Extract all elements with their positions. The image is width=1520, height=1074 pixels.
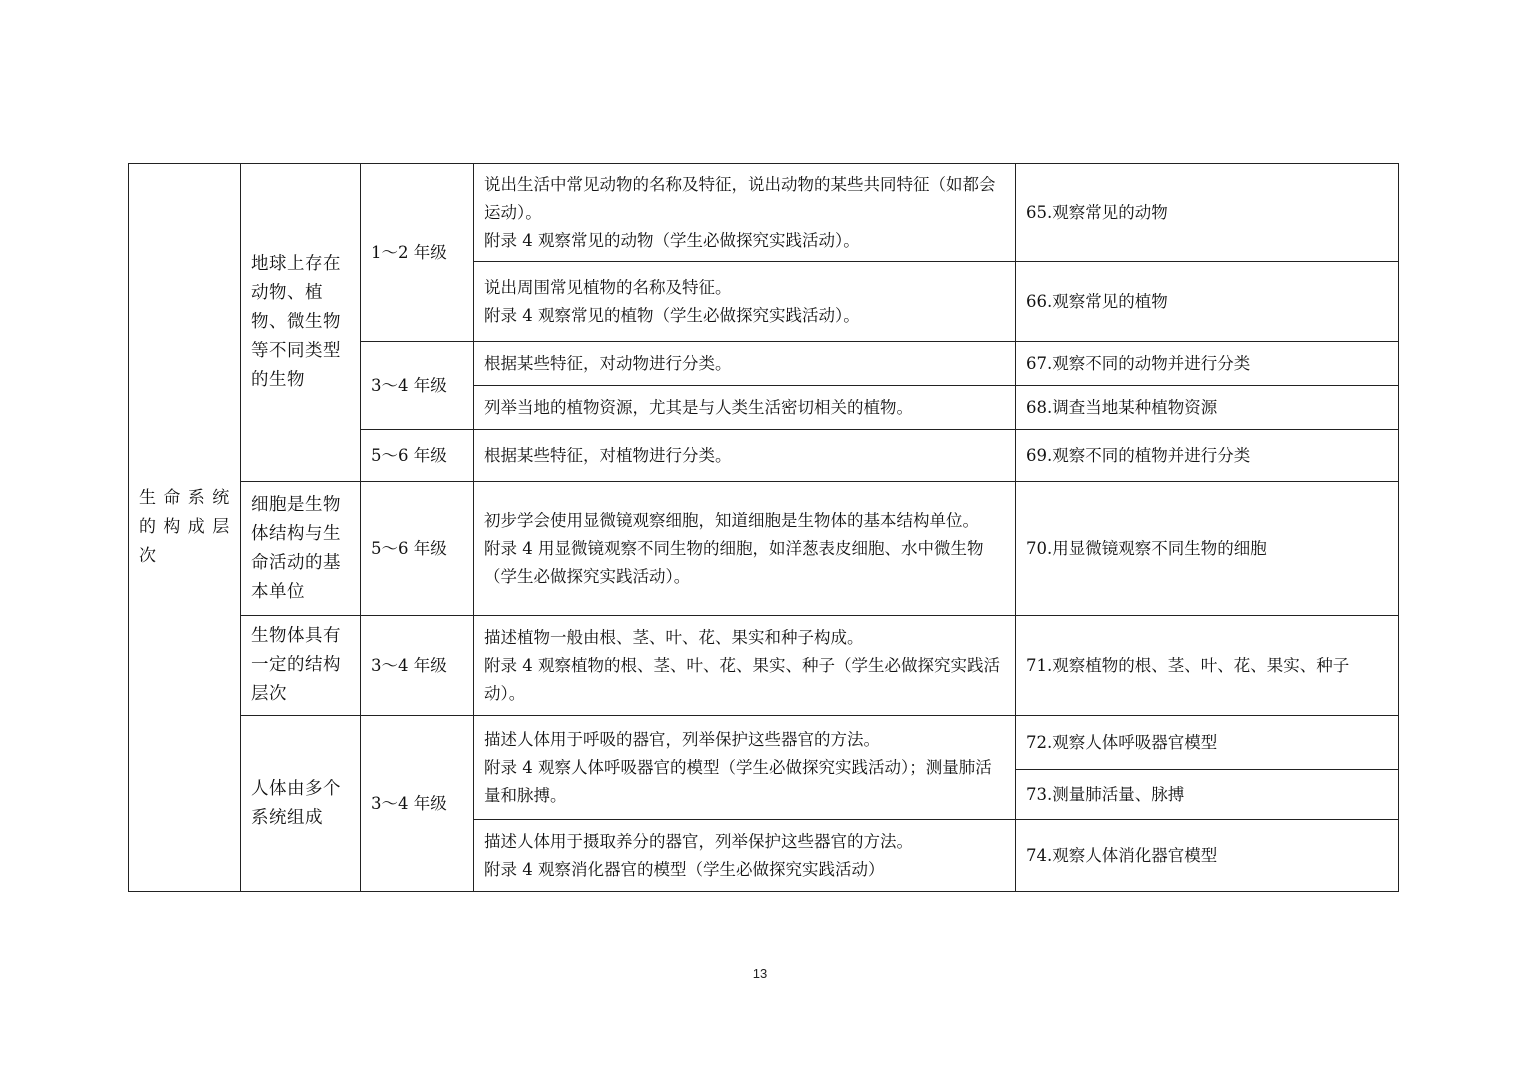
activity-cell: 73.测量肺活量、脉搏	[1016, 770, 1399, 820]
grade-cell: 1～2 年级	[361, 164, 474, 342]
description-line: 描述人体用于摄取养分的器官，列举保护这些器官的方法。	[484, 831, 913, 851]
description-cell	[474, 482, 1016, 616]
description-cell	[474, 716, 1016, 820]
topic-label: 生物体具有一定的结构层次	[251, 626, 341, 704]
activity-cell: 71.观察植物的根、茎、叶、花、果实、种子	[1016, 616, 1399, 716]
activity-cell: 66.观察常见的植物	[1016, 262, 1399, 342]
topic-organisms	[241, 164, 361, 482]
topic-cell	[241, 716, 361, 892]
description-line: 附录 4 观察植物的根、茎、叶、花、果实、种子（学生必做探究实践活动）。	[484, 655, 1000, 703]
section-title-cell	[129, 164, 241, 892]
description-line: 附录 4 用显微镜观察不同生物的细胞，如洋葱表皮细胞、水中微生物（学生必做探究实践活动）。	[484, 538, 984, 586]
description-line: 列举当地的植物资源，尤其是与人类生活密切相关的植物。	[484, 397, 913, 417]
topic-label: 人体由多个系统组成	[251, 778, 341, 828]
activity-cell: 70.用显微镜观察不同生物的细胞	[1016, 482, 1399, 616]
topic-label: 地球上存在动物、植物、微生物等不同类型的生物	[251, 254, 341, 390]
description-line: 描述植物一般由根、茎、叶、花、果实和种子构成。	[484, 627, 864, 647]
description-line: 初步学会使用显微镜观察细胞，知道细胞是生物体的基本结构单位。	[484, 510, 979, 530]
description-cell	[474, 386, 1016, 430]
topic-label: 细胞是生物体结构与生命活动的基本单位	[251, 494, 341, 602]
description-line: 说出周围常见植物的名称及特征。	[484, 277, 732, 297]
description-cell	[474, 164, 1016, 262]
description-line: 附录 4 观察消化器官的模型（学生必做探究实践活动）	[484, 859, 885, 879]
description-line: 说出生活中常见动物的名称及特征，说出动物的某些共同特征（如都会运动）。	[484, 174, 996, 222]
grade-cell: 3～4 年级	[361, 342, 474, 430]
grade-cell: 5～6 年级	[361, 430, 474, 482]
description-cell	[474, 342, 1016, 386]
activity-cell: 68.调查当地某种植物资源	[1016, 386, 1399, 430]
description-line: 附录 4 观察常见的植物（学生必做探究实践活动）。	[484, 305, 860, 325]
grade-cell: 3～4 年级	[361, 716, 474, 892]
page-number: 13	[752, 966, 768, 981]
description-line: 附录 4 观察人体呼吸器官的模型（学生必做探究实践活动）；测量肺活量和脉搏。	[484, 757, 992, 805]
curriculum-table	[128, 163, 1399, 892]
section-title: 生 命 系 统的 构 成 层次	[139, 488, 231, 566]
description-line: 根据某些特征，对动物进行分类。	[484, 353, 732, 373]
grade-cell: 5～6 年级	[361, 482, 474, 616]
description-cell	[474, 616, 1016, 716]
description-cell	[474, 430, 1016, 482]
activity-cell: 65.观察常见的动物	[1016, 164, 1399, 262]
description-cell	[474, 262, 1016, 342]
grade-cell: 3～4 年级	[361, 616, 474, 716]
description-line: 附录 4 观察常见的动物（学生必做探究实践活动）。	[484, 230, 860, 250]
description-line: 描述人体用于呼吸的器官，列举保护这些器官的方法。	[484, 729, 880, 749]
activity-cell: 67.观察不同的动物并进行分类	[1016, 342, 1399, 386]
topic-cell	[241, 616, 361, 716]
activity-cell: 74.观察人体消化器官模型	[1016, 820, 1399, 892]
activity-cell: 72.观察人体呼吸器官模型	[1016, 716, 1399, 770]
description-line: 根据某些特征，对植物进行分类。	[484, 445, 732, 465]
activity-cell: 69.观察不同的植物并进行分类	[1016, 430, 1399, 482]
topic-cell	[241, 482, 361, 616]
description-cell	[474, 820, 1016, 892]
